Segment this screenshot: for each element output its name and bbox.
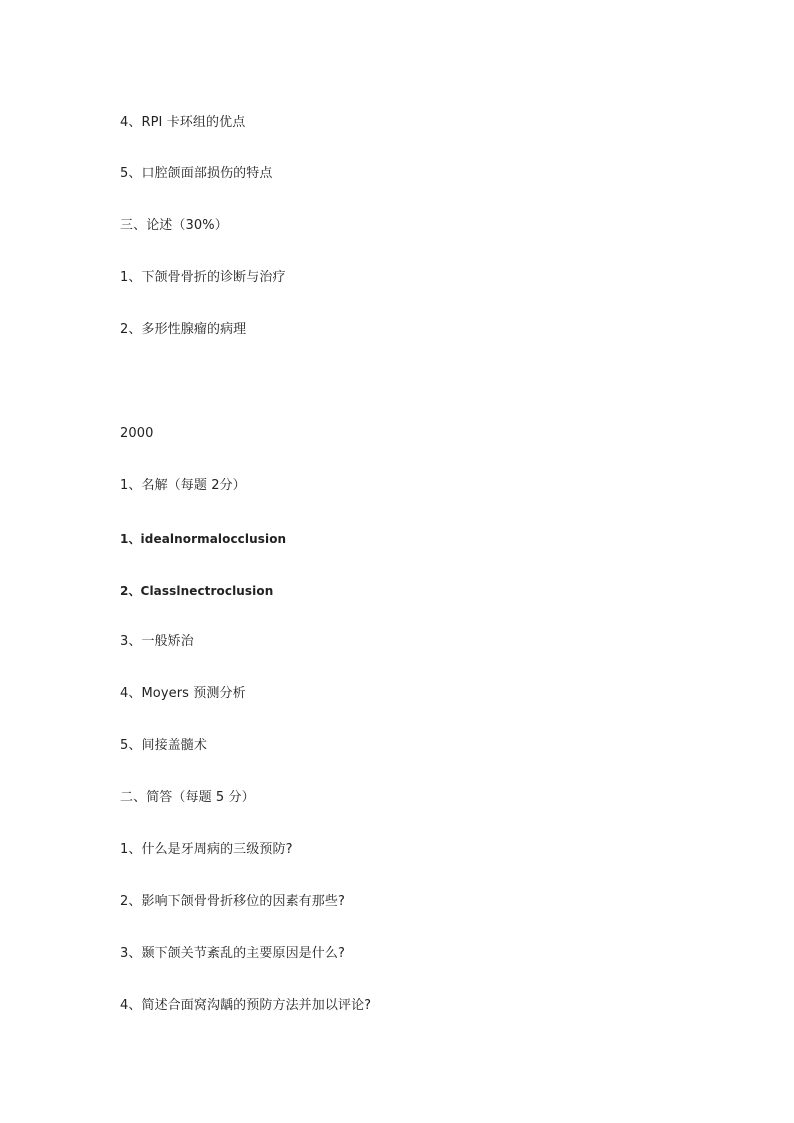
item-indirect-pulp-capping: 5、间接盖髓术 [120, 738, 207, 753]
section-heading-short-answer: 二、简答（每题 5 分） [120, 790, 255, 805]
item-pit-fissure-caries: 4、简述合面窝沟龋的预防方法并加以评论? [120, 998, 372, 1013]
item-class-neutroclusion: 2、Classlnectroclusion [120, 584, 274, 598]
item-tmj-disorder: 3、颞下颌关节紊乱的主要原因是什么? [120, 946, 345, 961]
item-mandible-fracture: 1、下颌骨骨折的诊断与治疗 [120, 270, 286, 285]
item-maxillofacial-injury: 5、口腔颌面部损伤的特点 [120, 166, 273, 181]
item-pleomorphic-adenoma: 2、多形性腺瘤的病理 [120, 322, 247, 337]
year-heading: 2000 [120, 426, 154, 441]
item-fracture-displacement: 2、影响下颌骨骨折移位的因素有那些? [120, 894, 345, 909]
item-ideal-normal-occlusion: 1、idealnormalocclusion [120, 532, 287, 546]
section-heading-essay: 三、论述（30%） [120, 218, 228, 233]
item-general-correction: 3、一般矫治 [120, 634, 194, 649]
section-heading-definitions: 1、名解（每题 2分） [120, 478, 246, 493]
item-rpi-clasp: 4、RPI 卡环组的优点 [120, 115, 246, 130]
item-moyers-analysis: 4、Moyers 预测分析 [120, 686, 246, 701]
item-periodontal-prevention: 1、什么是牙周病的三级预防? [120, 842, 293, 857]
